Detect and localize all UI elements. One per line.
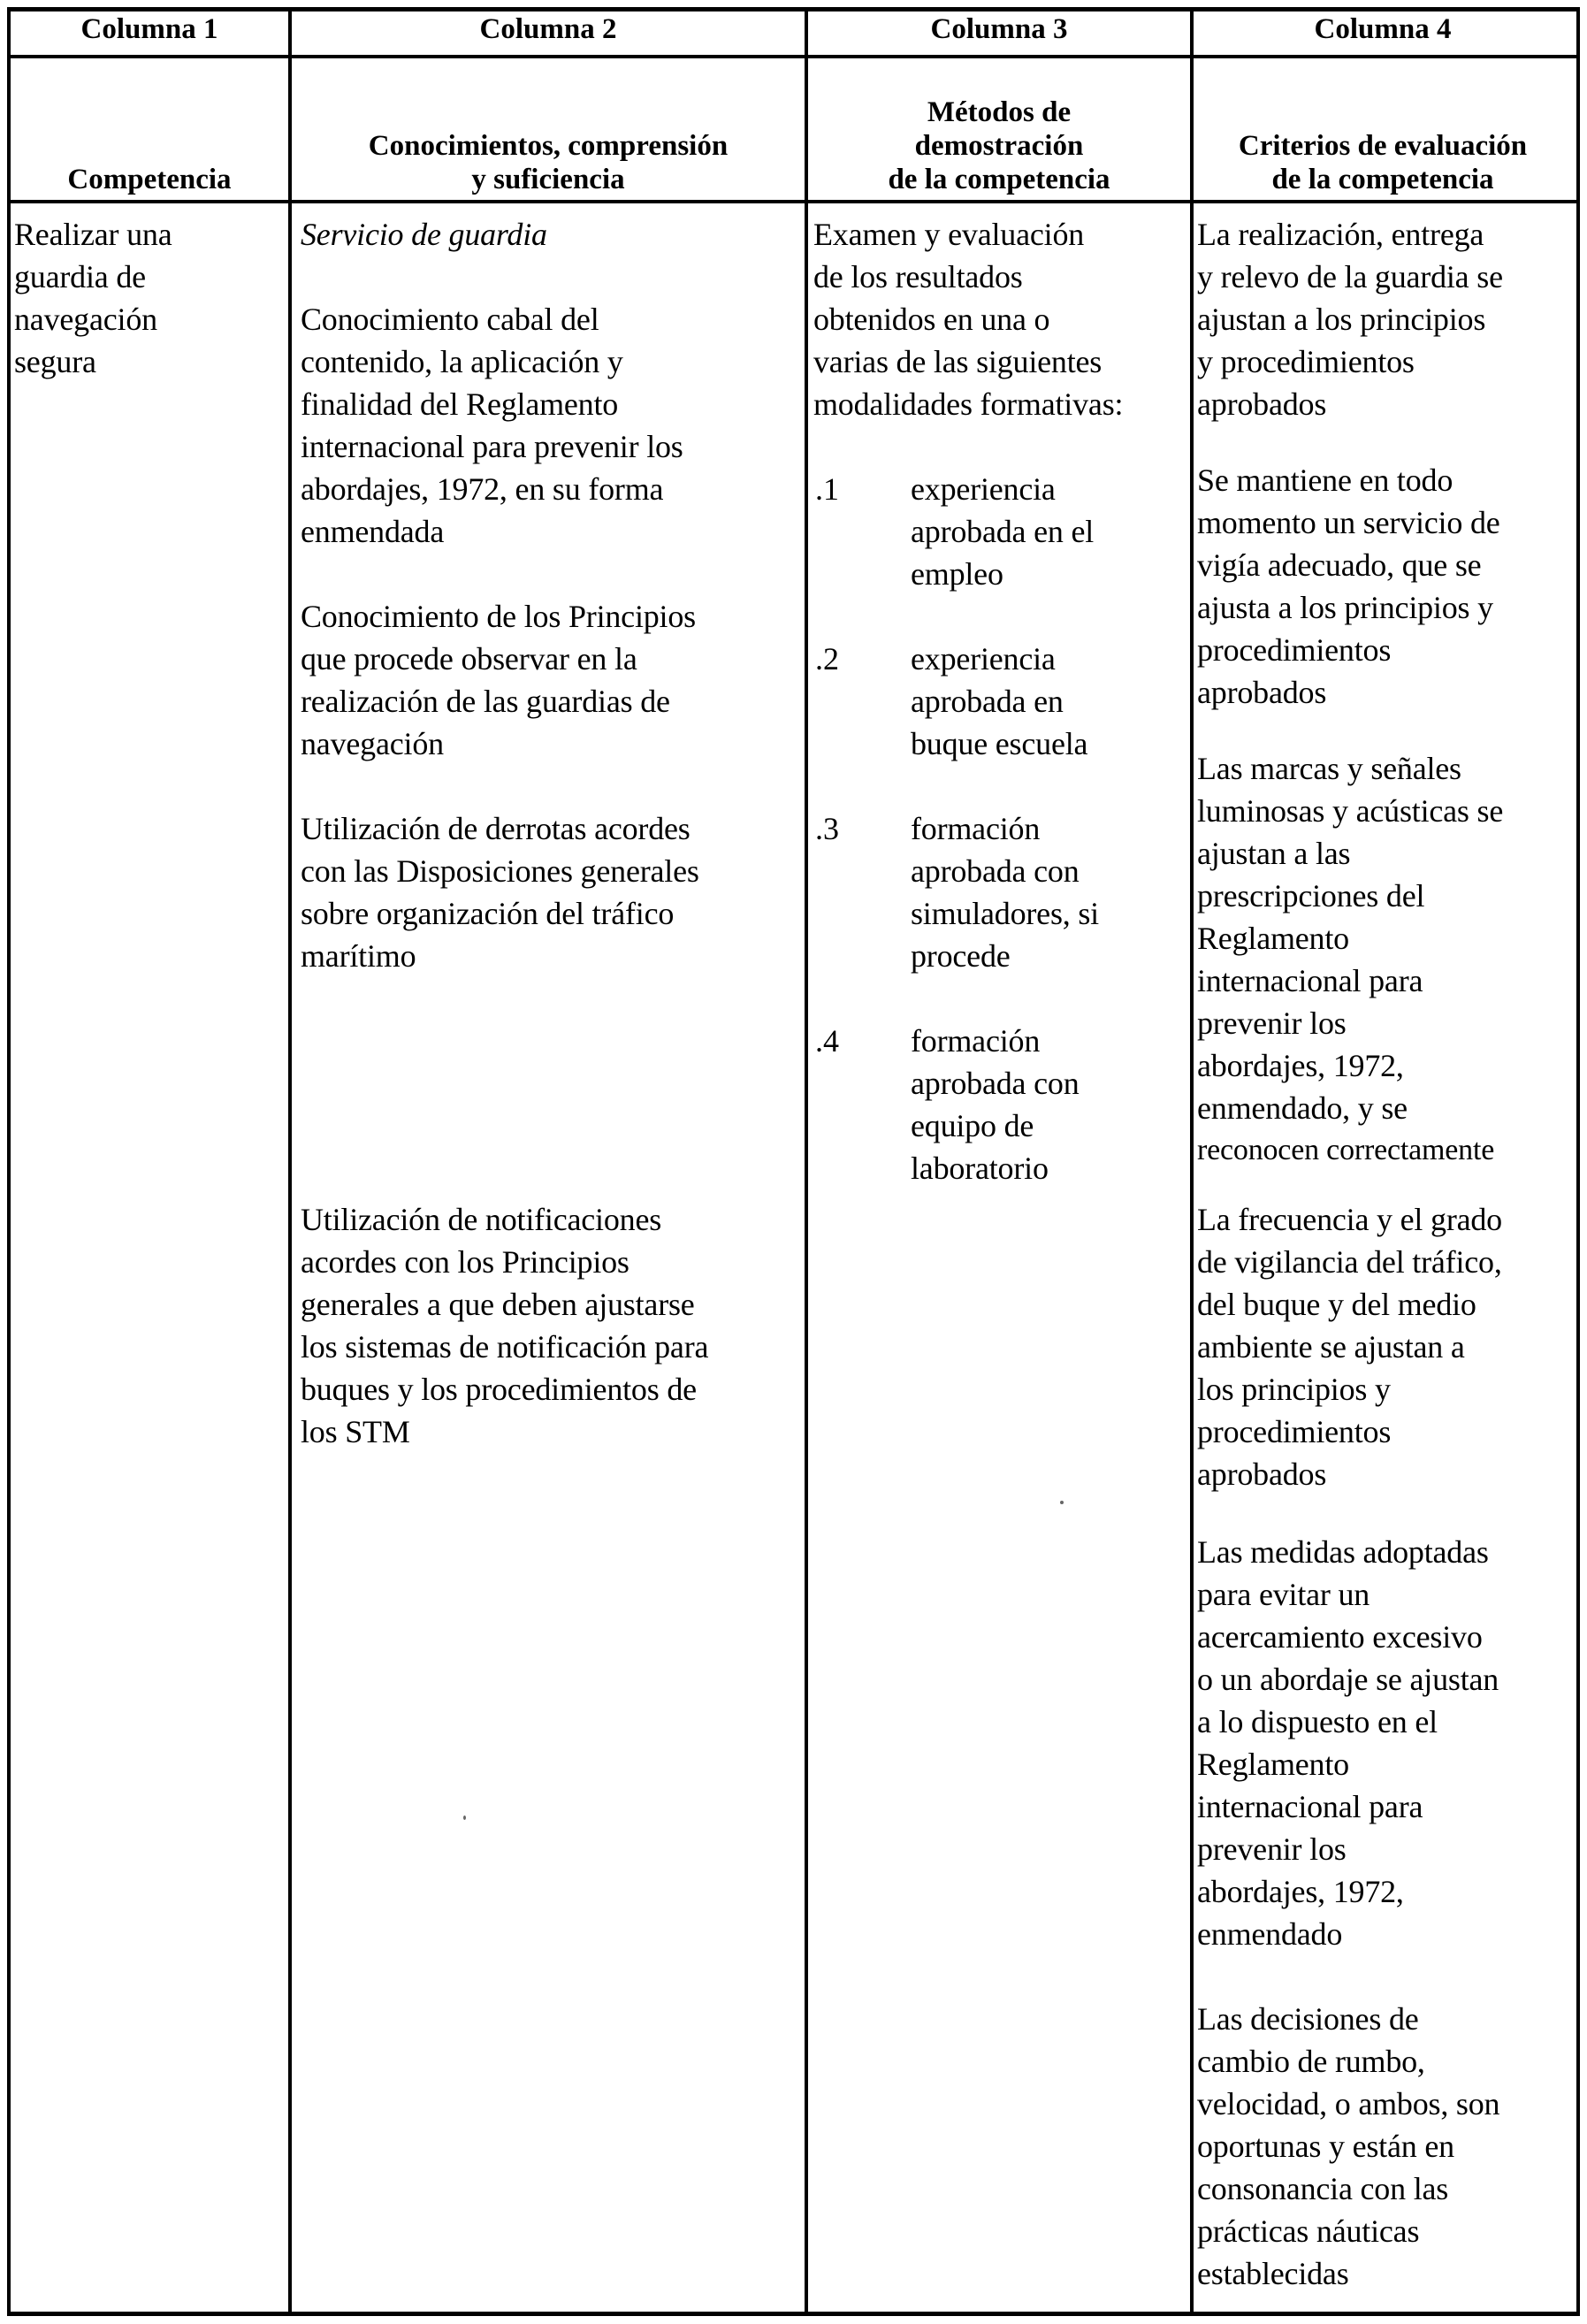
criterion-4-line: La frecuencia y el grado [1197,1202,1502,1237]
method-item-3-line: simuladores, si [911,896,1099,931]
knowledge-item-1-line: internacional para prevenir los [301,429,683,464]
criterion-4-line: procedimientos [1197,1414,1392,1449]
column-1-title [11,71,288,196]
method-item-3-line: aprobada con [911,853,1080,889]
method-item-3-line: formación [911,811,1041,846]
criterion-6-line: oportunas y están en [1197,2129,1454,2164]
criterion-5-line: enmendado [1197,1916,1343,1952]
criterion-5-line: a lo dispuesto en el [1197,1704,1438,1739]
criterion-1-line: y procedimientos [1197,344,1415,379]
knowledge-item-1-line: Conocimiento cabal del [301,302,599,337]
knowledge-heading: Servicio de guardia [301,217,547,252]
criterion-4-line: los principios y [1197,1372,1391,1407]
knowledge-item-3-line: marítimo [301,938,416,974]
method-item-2-line: aprobada en [911,684,1064,719]
competence-line: navegación [14,302,157,337]
column-1-number: Columna 1 [80,13,218,45]
column-2-number: Columna 2 [479,13,617,45]
method-item-4-line: aprobada con [911,1066,1080,1101]
criterion-1-line: aprobados [1197,386,1327,422]
knowledge-item-1-line: contenido, la aplicación y [301,344,623,379]
column-2-title [292,71,805,196]
methods-intro-line: obtenidos en una o [813,302,1050,337]
criterion-5-line: internacional para [1197,1789,1423,1824]
criterion-2-line: procedimientos [1197,632,1392,668]
scan-speck [1060,1501,1064,1504]
column-4-title-line: Criterios de evaluación [1238,130,1528,162]
knowledge-item-2-line: que procede observar en la [301,641,637,677]
criterion-3-line: prescripciones del [1197,878,1425,914]
column-3-title-line: Métodos de [927,96,1072,128]
criterion-3-line: ajustan a las [1197,836,1351,871]
criterion-2-line: momento un servicio de [1197,505,1500,540]
methods-intro-line: Examen y evaluación [813,217,1085,252]
criterion-5-line: para evitar un [1197,1577,1370,1612]
criterion-6-line: cambio de rumbo, [1197,2044,1425,2079]
criterion-6-line: Las decisiones de [1197,2001,1419,2037]
column-3-title-line: demostración [914,130,1084,162]
criterion-3-line: Reglamento [1197,921,1349,956]
criterion-5-line: abordajes, 1972, [1197,1874,1404,1909]
table-border-top [7,7,1580,11]
knowledge-item-4-line: generales a que deben ajustarse [301,1287,695,1322]
knowledge-item-3-line: sobre organización del tráfico [301,896,675,931]
criterion-4-line: ambiente se ajustan a [1197,1329,1465,1365]
competence-line: Realizar una [14,217,172,252]
criterion-4-line: de vigilancia del tráfico, [1197,1244,1502,1280]
criterion-3-line: enmendado, y se [1197,1090,1408,1126]
criterion-6-line: establecidas [1197,2256,1349,2291]
criterion-5-line: acercamiento excesivo [1197,1619,1483,1655]
methods-intro-line: modalidades formativas: [813,386,1124,422]
criterion-5-line: o un abordaje se ajustan [1197,1662,1499,1697]
column-4-number: Columna 4 [1314,13,1452,45]
table-border-right [1576,7,1580,2316]
criterion-1-line: La realización, entrega [1197,217,1484,252]
criterion-2-line: Se mantiene en todo [1197,463,1453,498]
criterion-4-line: aprobados [1197,1456,1327,1492]
method-item-4-line: formación [911,1023,1041,1059]
method-item-number: .1 [815,471,839,507]
column-2-title-line: Conocimientos, comprensión [368,130,729,162]
method-item-number: .3 [815,811,839,846]
criterion-6-line: consonancia con las [1197,2171,1449,2206]
method-item-number: .2 [815,641,839,677]
header-divider-bottom [7,200,1580,203]
criterion-4-line: del buque y del medio [1197,1287,1476,1322]
competence-line: guardia de [14,259,146,294]
method-item-2-line: buque escuela [911,726,1088,761]
knowledge-item-4-line: los STM [301,1414,410,1449]
table-border-left [7,7,11,2316]
knowledge-item-2-line: navegación [301,726,444,761]
criterion-1-line: ajustan a los principios [1197,302,1486,337]
knowledge-item-1-line: enmendada [301,514,445,549]
column-2-title-line: y suficiencia [471,164,625,195]
criterion-2-line: vigía adecuado, que se [1197,547,1482,583]
knowledge-item-4-line: acordes con los Principios [301,1244,629,1280]
criterion-3-line: luminosas y acústicas se [1197,793,1504,829]
methods-intro-line: de los resultados [813,259,1023,294]
method-item-1-line: aprobada en el [911,514,1095,549]
column-1-title-line: Competencia [67,164,232,195]
criterion-2-line: aprobados [1197,675,1327,710]
criterion-1-line: y relevo de la guardia se [1197,259,1503,294]
criterion-3-line: reconocen correctamente [1197,1134,1495,1166]
criterion-3-line: prevenir los [1197,1005,1347,1041]
column-divider-1 [288,7,292,2316]
criterion-6-line: prácticas náuticas [1197,2213,1420,2249]
column-3-title-line: de la competencia [888,164,1110,195]
criterion-3-line: Las marcas y señales [1197,751,1461,786]
methods-intro-line: varias de las siguientes [813,344,1103,379]
column-divider-2 [805,7,808,2316]
criterion-5-line: prevenir los [1197,1831,1347,1867]
knowledge-item-2-line: realización de las guardias de [301,684,670,719]
knowledge-item-3-line: Utilización de derrotas acordes [301,811,690,846]
criterion-3-line: abordajes, 1972, [1197,1048,1404,1083]
method-item-1-line: experiencia [911,471,1056,507]
method-item-3-line: procede [911,938,1011,974]
method-item-number: .4 [815,1023,839,1059]
table-border-bottom [7,2312,1580,2316]
criterion-5-line: Las medidas adoptadas [1197,1534,1489,1570]
column-3-number: Columna 3 [930,13,1068,45]
method-item-1-line: empleo [911,556,1003,592]
knowledge-item-4-line: buques y los procedimientos de [301,1372,697,1407]
knowledge-item-1-line: abordajes, 1972, en su forma [301,471,664,507]
column-4-title [1194,71,1572,196]
knowledge-item-4-line: Utilización de notificaciones [301,1202,662,1237]
scan-speck [463,1816,466,1820]
method-item-4-line: laboratorio [911,1151,1049,1186]
method-item-2-line: experiencia [911,641,1056,677]
column-divider-3 [1190,7,1194,2316]
column-4-title-line: de la competencia [1271,164,1494,195]
knowledge-item-4-line: los sistemas de notificación para [301,1329,709,1365]
method-item-4-line: equipo de [911,1108,1034,1143]
competence-line: segura [14,344,96,379]
knowledge-item-2-line: Conocimiento de los Principios [301,599,696,634]
criterion-2-line: ajusta a los principios y [1197,590,1493,625]
criterion-6-line: velocidad, o ambos, son [1197,2086,1500,2121]
criterion-3-line: internacional para [1197,963,1423,998]
criterion-5-line: Reglamento [1197,1747,1349,1782]
knowledge-item-1-line: finalidad del Reglamento [301,386,619,422]
column-3-title [808,71,1190,196]
header-divider-top [7,55,1580,58]
knowledge-item-3-line: con las Disposiciones generales [301,853,699,889]
